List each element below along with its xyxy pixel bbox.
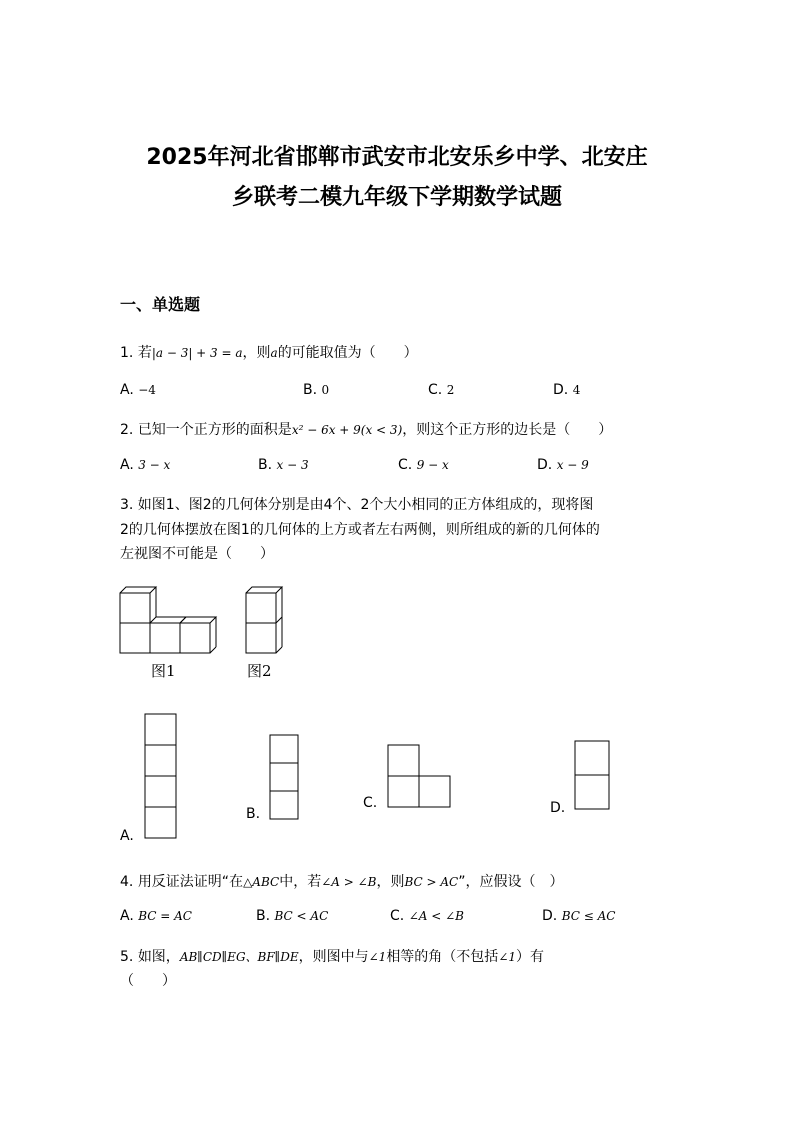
figure-1-caption: 图1 — [151, 662, 176, 680]
option-c: C. ∠A < ∠B — [390, 908, 464, 924]
math-expression: BC > AC — [404, 875, 459, 889]
section-heading: 一、单选题 — [120, 295, 201, 314]
option-a: A. BC = AC — [120, 908, 192, 924]
question-number: 5. — [120, 949, 134, 965]
option-d-view — [575, 741, 609, 809]
option-b-view — [270, 735, 298, 819]
question-3-line-1: 3. 如图1、图2的几何体分别是由4个、2个大小相同的正方体组成的，现将图 — [120, 497, 594, 513]
option-b: B. 0 — [303, 382, 330, 398]
question-text: 已知一个正方形的面积是 — [137, 422, 292, 438]
option-b: B. BC < AC — [256, 908, 329, 924]
option-a: A. 3 − x — [120, 457, 171, 473]
math-expression: ∠1 — [368, 950, 387, 964]
figure-1-solid — [120, 587, 216, 653]
question-text: ，则这个正方形的边长是（ ） — [402, 422, 613, 438]
question-5 — [120, 946, 544, 966]
option-a-label: A. — [120, 828, 134, 844]
option-a: A. −4 — [120, 382, 156, 398]
question-5-answer-blank: （ ） — [120, 973, 176, 989]
figure-2-caption: 图2 — [247, 662, 272, 680]
question-text: 相等的角（不包括 — [386, 949, 499, 965]
question-text: ，则图中与 — [298, 949, 369, 965]
math-expression: AB∥CD∥EG、BF∥DE — [179, 950, 299, 964]
question-text: 中，若 — [279, 874, 322, 890]
question-number: 4. — [120, 874, 134, 890]
question-text: ，则 — [376, 874, 405, 890]
option-a-view — [145, 714, 176, 838]
question-text: ）有 — [516, 949, 545, 965]
option-b-label: B. — [246, 806, 261, 822]
math-expression: ∠A > ∠B — [321, 875, 377, 889]
question-text: 如图， — [137, 949, 180, 965]
question-text: ，则 — [242, 345, 271, 361]
math-expression: x² − 6x + 9(x < 3) — [291, 423, 403, 437]
question-text: 用反证法证明“在 — [137, 874, 244, 890]
math-expression: ∠1 — [498, 950, 517, 964]
question-4 — [120, 871, 564, 891]
option-d: D. 4 — [553, 382, 581, 398]
figure-2-solid — [246, 587, 282, 653]
question-number: 2. — [120, 422, 134, 438]
exam-title-line-2: 乡联考二模九年级下学期数学试题 — [231, 185, 562, 210]
option-d: D. BC ≤ AC — [542, 908, 616, 924]
option-c-view — [388, 745, 450, 807]
math-expression: |a − 3| + 3 = a — [151, 346, 243, 360]
math-expression: △ABC — [243, 875, 280, 889]
option-c: C. 2 — [428, 382, 455, 398]
question-number: 1. — [120, 345, 134, 361]
question-text: 的可能取值为（ ） — [277, 345, 418, 361]
option-c-label: C. — [363, 795, 378, 811]
option-c: C. 9 − x — [398, 457, 449, 473]
question-text: 若 — [137, 345, 152, 361]
question-3-line-3: 左视图不可能是（ ） — [120, 546, 274, 562]
question-text: ”，应假设（ ） — [458, 874, 564, 890]
option-d-label: D. — [550, 800, 566, 816]
option-b: B. x − 3 — [258, 457, 309, 473]
question-3-line-2: 2的几何体摆放在图1的几何体的上方或者左右两侧，则所组成的新的几何体的 — [120, 522, 600, 538]
exam-title-line-1: 2025年河北省邯郸市武安市北安乐乡中学、北安庄 — [146, 145, 648, 170]
option-d: D. x − 9 — [537, 457, 589, 473]
math-variable: a — [270, 346, 278, 360]
